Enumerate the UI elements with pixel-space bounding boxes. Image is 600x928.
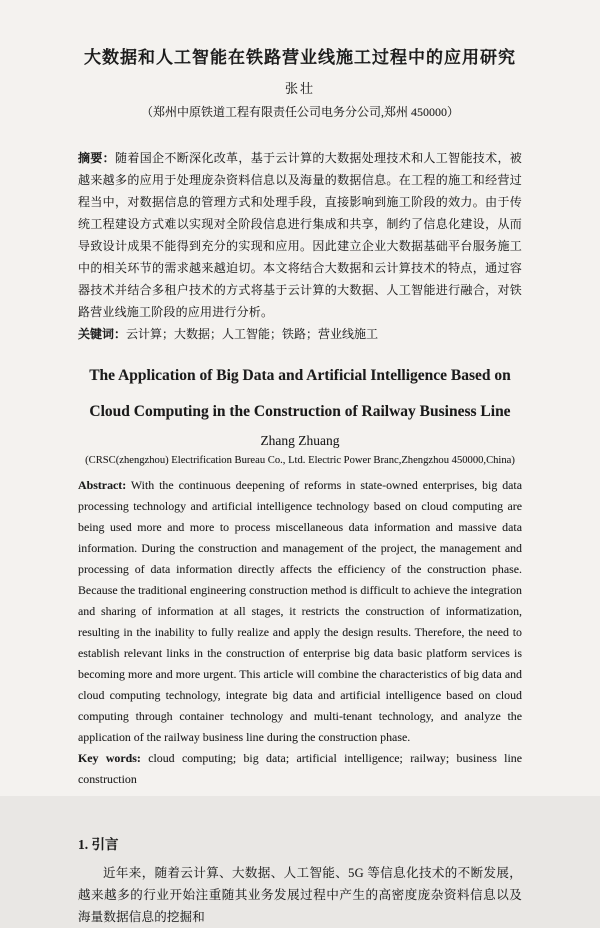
affiliation-chinese: （郑州中原铁道工程有限责任公司电务分公司,郑州 450000） bbox=[140, 105, 459, 119]
abstract-label-english: Abstract: bbox=[78, 478, 127, 492]
abstract-text-english: With the continuous deepening of reforms in state-owned enterprises, big data processing technology and artificial intelligence technology based on cloud computing are being used more and more to process miscellaneous data information and massive data information. During the construction and management of the project, the management and processing of data information directly affects the efficiency of the construction phase. Because the traditional engineering construction method is difficult to achieve the integration and sharing of information at all stages, it restricts the construction of informatization, resulting in the inability to fully realize and apply the design results. Therefore, the need to establish relevant links in the construction of enterprise big data basic platform services is becoming more and more urgent. This article will combine the characteristics of big data and cloud computing technology, integrate big data and artificial intelligence based on cloud computing through container technology and multi-tenant technology, and analyze the application of the railway business line during the construction phase. bbox=[78, 478, 522, 744]
keywords-label-chinese: 关键词： bbox=[78, 327, 127, 341]
paper-title-english bbox=[78, 358, 522, 430]
author-english: Zhang Zhuang bbox=[260, 433, 340, 448]
paper-title-english-line1: The Application of Big Data and Artificial Intelligence Based on bbox=[89, 367, 511, 384]
section-1-paragraph: 近年来，随着云计算、大数据、人工智能、5G 等信息化技术的不断发展，越来越多的行业开始注重随其业务发展过程中产生的高密度庞杂资料信息以及海量数据信息的挖掘和 bbox=[78, 866, 522, 924]
abstract-chinese bbox=[78, 147, 522, 323]
keywords-chinese bbox=[78, 323, 522, 345]
section-1-heading: 1. 引言 bbox=[78, 837, 119, 852]
keywords-english bbox=[78, 748, 522, 790]
abstract-english bbox=[78, 475, 522, 748]
keywords-text-chinese: 云计算；大数据；人工智能；铁路；营业线施工 bbox=[126, 327, 379, 341]
keywords-text-english: cloud computing; big data; artificial intelligence; railway; business line construction bbox=[78, 751, 522, 786]
paper-title-english-line2: Cloud Computing in the Construction of Railway Business Line bbox=[89, 403, 511, 420]
abstract-text-chinese: 随着国企不断深化改革，基于云计算的大数据处理技术和人工智能技术，被越来越多的应用于处理庞杂资料信息以及海量的数据信息。在工程的施工和经营过程当中，对数据信息的管理方式和处理手段，直接影响到施工阶段的效力。由于传统工程建设方式难以实现对全阶段信息进行集成和共享，制约了信息化建设，从而导致设计成果不能得到充分的实现和应用。因此建立企业大数据基础平台服务施工中的相关环节的需求越来越迫切。本文将结合大数据和云计算技术的特点，通过容器技术并结合多租户技术的方式将基于云计算的大数据、人工智能进行融合，对铁路营业线施工阶段的应用进行分析。 bbox=[78, 151, 522, 319]
affiliation-english: (CRSC(zhengzhou) Electrification Bureau Co., Ltd. Electric Power Branc,Zhengzhou 450000,China) bbox=[85, 455, 515, 466]
abstract-label-chinese: 摘要： bbox=[78, 151, 116, 165]
keywords-label-english: Key words: bbox=[78, 751, 141, 765]
author-chinese: 张壮 bbox=[284, 81, 315, 96]
paper-title-chinese: 大数据和人工智能在铁路营业线施工过程中的应用研究 bbox=[84, 48, 516, 67]
